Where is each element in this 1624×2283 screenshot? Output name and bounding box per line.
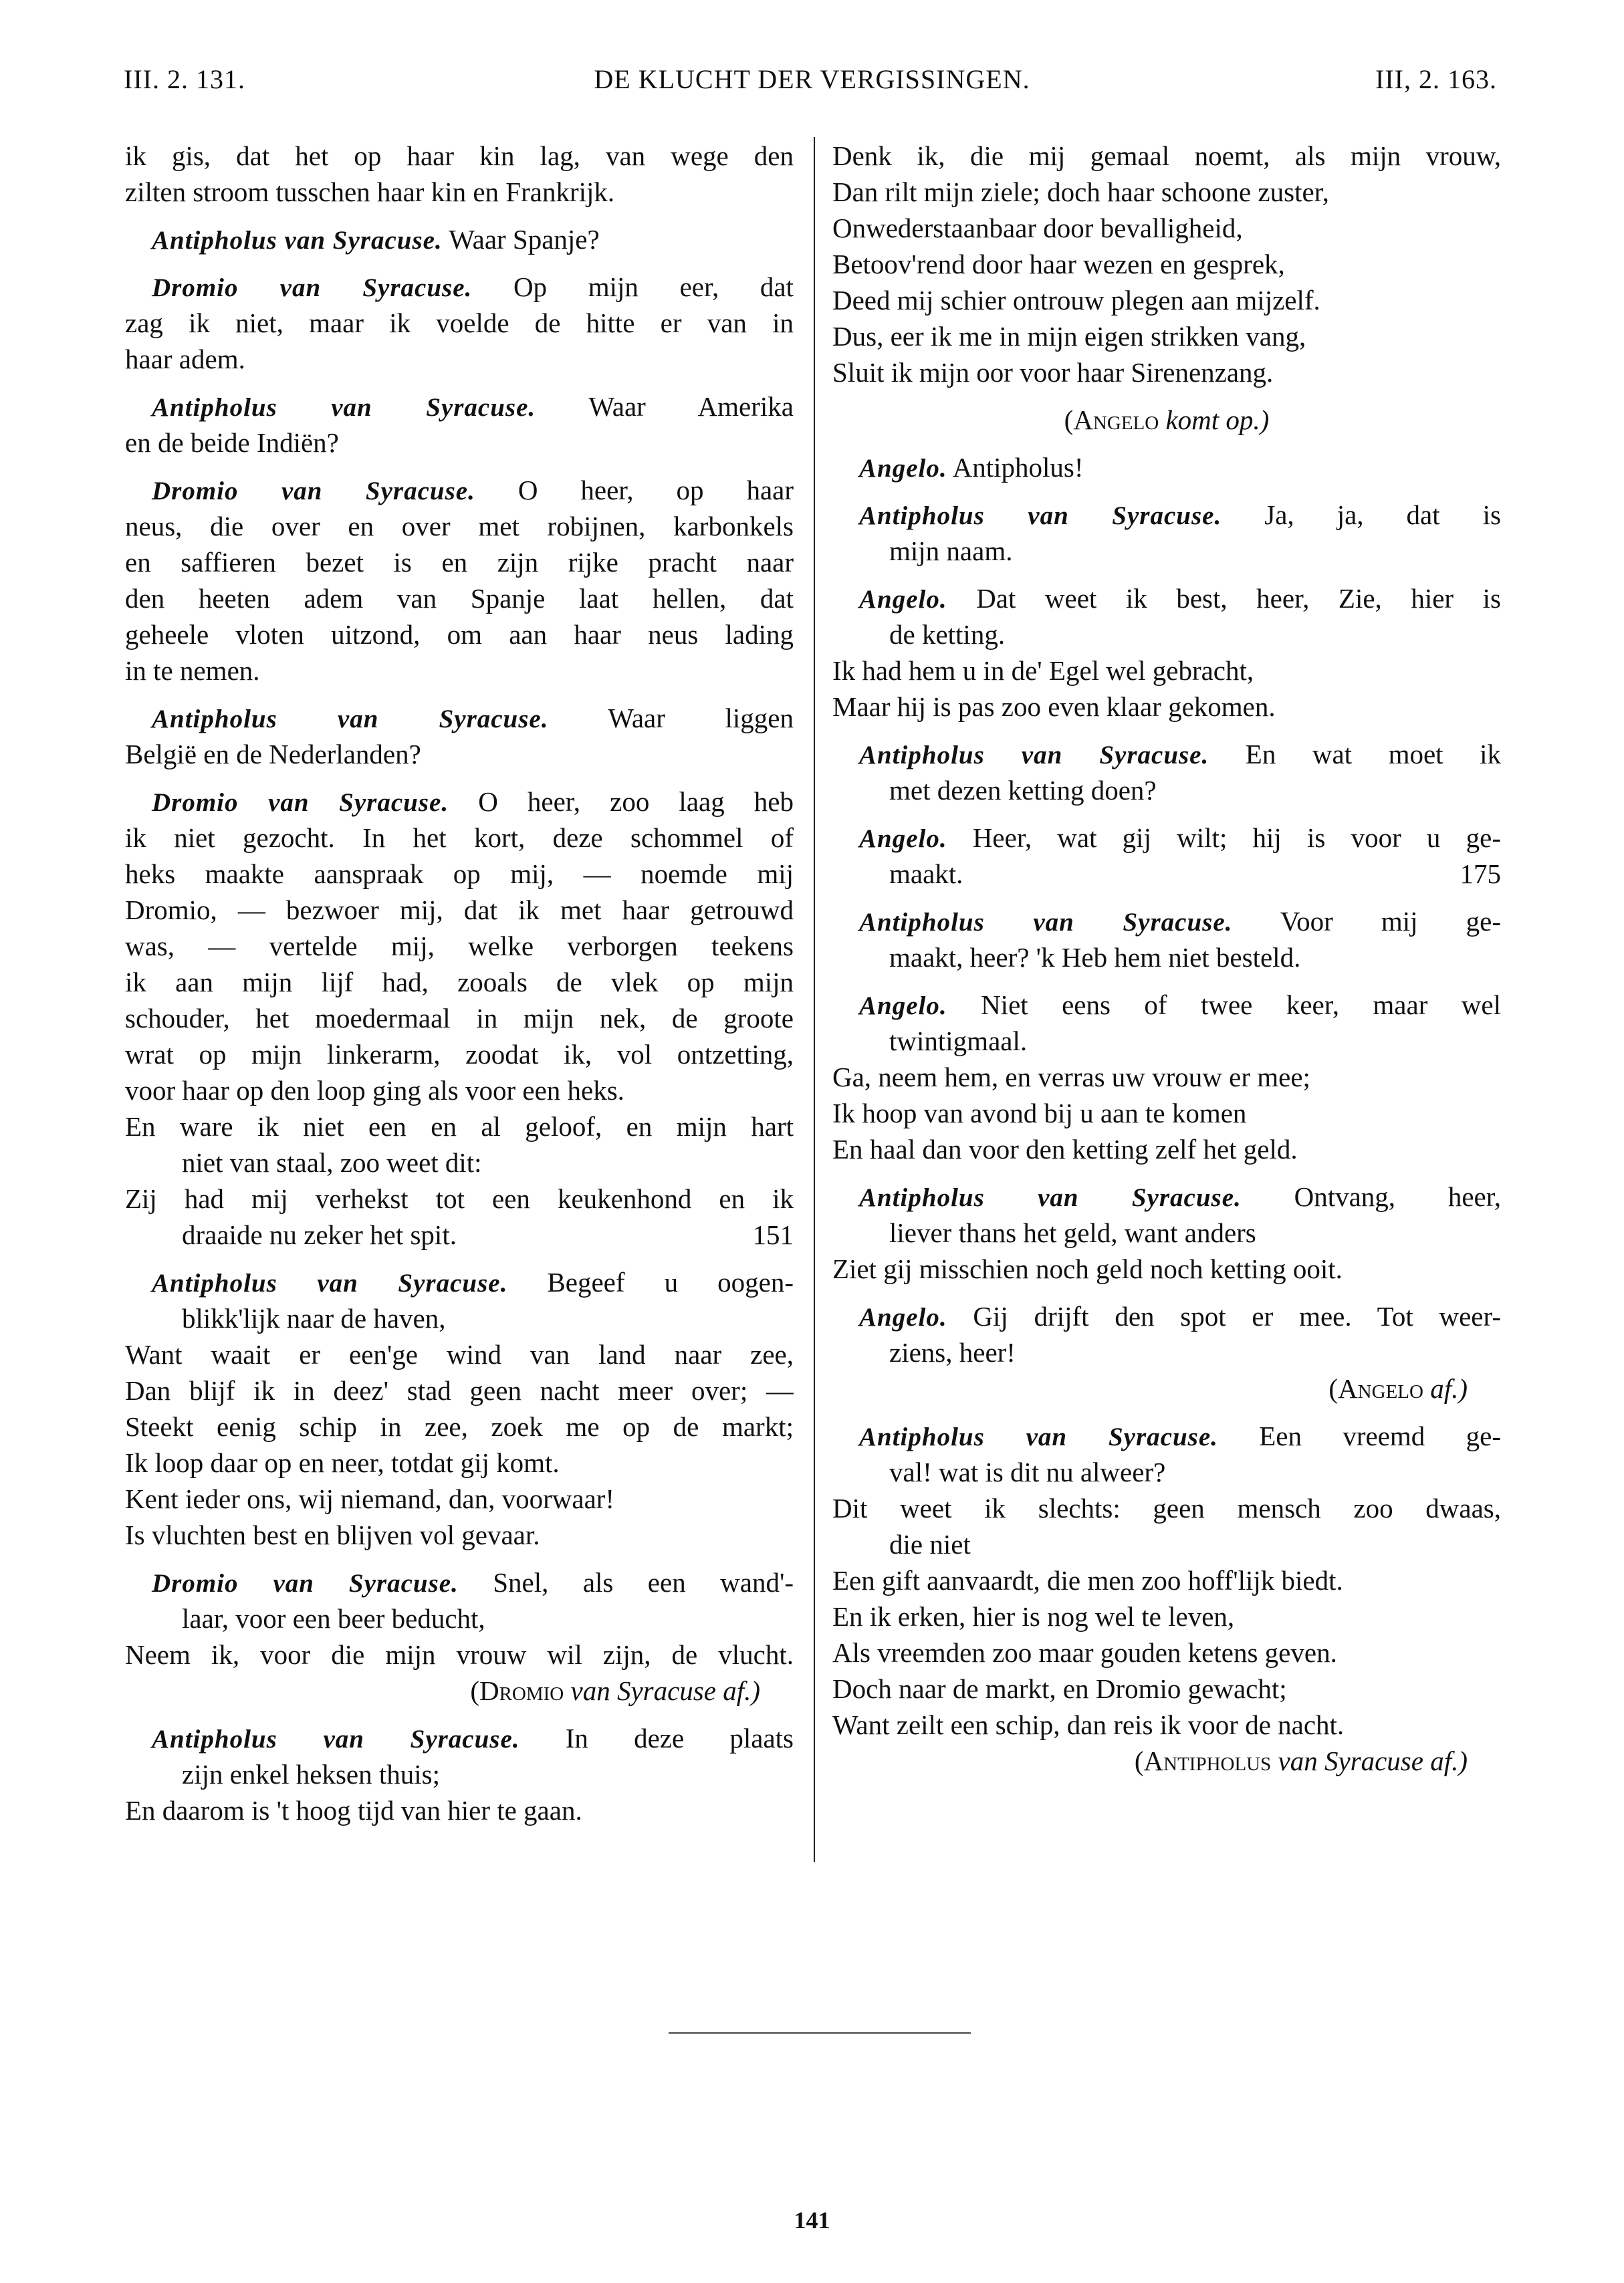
text-line: [832, 652, 1501, 689]
line-text: haar adem.: [125, 344, 245, 374]
line-text: zilten stroom tusschen haar kin en Frankrijk.: [125, 176, 615, 207]
line-text: En ik erken, hier is nog wel te leven,: [832, 1601, 1235, 1632]
line-text: Ja, ja, dat is: [1264, 499, 1501, 530]
text-line: [832, 138, 1501, 174]
speech: [125, 1720, 794, 1828]
speech: [832, 820, 1501, 892]
line-text: en de beide Indiën?: [125, 427, 339, 458]
text-line: [832, 449, 1501, 485]
line-text: schouder, het moedermaal in mijn nek, de groote: [125, 1003, 794, 1034]
speaker-name: Antipholus van Syracuse.: [859, 1423, 1218, 1451]
text-line: [832, 282, 1501, 318]
text-line: [832, 987, 1501, 1023]
line-text: laar, voor een beer beducht,: [182, 1603, 485, 1634]
speaker-name: Dromio van Syracuse.: [152, 477, 475, 505]
text-line: [125, 892, 794, 928]
line-text: Dan blijf ik in deez' stad geen nacht meer over; —: [125, 1375, 794, 1406]
text-line: [832, 580, 1501, 616]
text-line: [125, 1264, 794, 1300]
text-line: [832, 1023, 1501, 1059]
speech: [832, 449, 1501, 485]
text-line: [125, 1756, 794, 1792]
line-text: Ik loop daar op en neer, totdat gij komt.: [125, 1447, 560, 1478]
text-line: [832, 856, 1501, 892]
line-text: Antipholus!: [952, 452, 1084, 483]
text-line: [832, 1059, 1501, 1095]
line-text: Ga, neem hem, en verras uw vrouw er mee;: [832, 1062, 1310, 1092]
text-line: [832, 689, 1501, 725]
speaker-name: Antipholus van Syracuse.: [152, 1725, 520, 1754]
text-line: [125, 1336, 794, 1372]
speech: [125, 221, 794, 257]
end-rule: [669, 2032, 971, 2034]
line-text: Steekt eenig schip in zee, zoek me op de markt;: [125, 1411, 794, 1442]
text-line: [125, 1481, 794, 1517]
text-line: [832, 1179, 1501, 1215]
line-text: twintigmaal.: [889, 1026, 1028, 1056]
line-text: Dit weet ik slechts: geen mensch zoo dwaas,: [832, 1493, 1501, 1524]
line-text: mijn naam.: [889, 535, 1013, 566]
text-line: [832, 616, 1501, 652]
text-block: [832, 402, 1501, 438]
line-text: Gij drijft den spot er mee. Tot weer-: [973, 1301, 1501, 1332]
line-text: Onwederstaanbaar door bevalligheid,: [832, 213, 1243, 243]
text-line: [125, 856, 794, 892]
speaker-name: Angelo.: [859, 991, 947, 1020]
speech: [832, 903, 1501, 975]
line-text: Dus, eer ik me in mijn eigen strikken vang,: [832, 321, 1306, 352]
text-line: [125, 174, 794, 210]
line-text: zag ik niet, maar ik voelde de hitte er van in: [125, 308, 794, 338]
speech: [125, 388, 794, 461]
line-text: Een gift aanvaardt, die men zoo hoff'lijk biedt.: [832, 1565, 1343, 1596]
line-text: O heer, op haar: [517, 475, 794, 505]
text-line: [125, 269, 794, 305]
text-line: [832, 1707, 1501, 1743]
page-number: 141: [794, 2207, 830, 2234]
line-text: Betoov'rend door haar wezen en gesprek,: [832, 249, 1285, 279]
line-text: val! wat is dit nu alweer?: [889, 1457, 1166, 1487]
line-text: Als vreemden zoo maar gouden ketens geven.: [832, 1637, 1337, 1668]
line-text: Deed mij schier ontrouw plegen aan mijzelf.: [832, 285, 1320, 316]
speech: [832, 497, 1501, 569]
line-text: Voor mij ge-: [1280, 906, 1501, 937]
text-line: [832, 1562, 1501, 1598]
speech: [125, 269, 794, 377]
line-text: Snel, als een wand'-: [493, 1567, 794, 1598]
text-line: [125, 544, 794, 580]
line-text: Waar liggen: [608, 703, 794, 733]
stage-direction: (Dromio van Syracuse af.): [470, 1675, 760, 1706]
text-line: [125, 784, 794, 820]
text-line: [832, 174, 1501, 210]
line-number: 151: [752, 1219, 794, 1250]
column-divider: [814, 137, 815, 1862]
stage-direction-character: Angelo: [1338, 1373, 1423, 1404]
line-text: Waar Amerika: [588, 391, 794, 422]
text-line: [832, 1215, 1501, 1251]
speaker-name: Antipholus van Syracuse.: [859, 501, 1222, 530]
text-line: [832, 1598, 1501, 1635]
line-text: Ik had hem u in de' Egel wel gebracht,: [832, 655, 1254, 686]
line-text: Maar hij is pas zoo even klaar gekomen.: [832, 691, 1276, 722]
speaker-name: Antipholus van Syracuse.: [859, 741, 1209, 769]
right-column: [832, 138, 1501, 1779]
text-line: [125, 616, 794, 652]
text-line: [125, 700, 794, 736]
line-text: maakt.: [889, 858, 963, 889]
line-text: ik gis, dat het op haar kin lag, van wege den: [125, 140, 794, 171]
text-line: [125, 1036, 794, 1072]
speech: [125, 472, 794, 689]
speech: [832, 1418, 1501, 1779]
line-text: was, — vertelde mij, welke verborgen teekens: [125, 931, 794, 961]
line-text: Dan rilt mijn ziele; doch haar schoone zuster,: [832, 176, 1329, 207]
text-line: [832, 903, 1501, 939]
stage-direction-text: af.): [1430, 1373, 1468, 1404]
speaker-name: Antipholus van Syracuse.: [859, 1183, 1242, 1212]
text-line: [125, 1564, 794, 1600]
line-text: In deze plaats: [565, 1723, 794, 1754]
text-line: [125, 1300, 794, 1336]
speech: [832, 736, 1501, 808]
stage-direction-character: Antipholus: [1143, 1746, 1272, 1776]
line-text: zijn enkel heksen thuis;: [182, 1759, 440, 1790]
text-line: [125, 1072, 794, 1108]
line-text: Is vluchten best en blijven vol gevaar.: [125, 1520, 540, 1550]
speech: [832, 1298, 1501, 1407]
text-line: [832, 1095, 1501, 1131]
text-line: [832, 1454, 1501, 1490]
stage-direction: (Angelo af.): [1328, 1373, 1468, 1404]
line-text: voor haar op den loop ging als voor een heks.: [125, 1075, 624, 1106]
header-right-reference: III, 2. 163.: [1375, 64, 1497, 94]
line-text: met dezen ketting doen?: [889, 775, 1157, 806]
text-line: [125, 1217, 794, 1253]
text-line: [125, 928, 794, 964]
text-line: [832, 939, 1501, 975]
text-line: [832, 1298, 1501, 1334]
text-line: [125, 1720, 794, 1756]
text-line: [125, 1637, 794, 1673]
stage-direction-character: Dromio: [479, 1675, 564, 1706]
line-text: Neem ik, voor die mijn vrouw wil zijn, de vlucht.: [125, 1639, 794, 1670]
line-text: Heer, wat gij wilt; hij is voor u ge-: [972, 822, 1501, 853]
text-line: [125, 1792, 794, 1828]
text-line: [125, 820, 794, 856]
line-text: Op mijn eer, dat: [513, 271, 794, 302]
text-line: [125, 508, 794, 544]
speaker-name: Angelo.: [859, 585, 947, 614]
line-text: heks maakte aanspraak op mij, — noemde mij: [125, 858, 794, 889]
text-line: [125, 964, 794, 1000]
text-line: [832, 772, 1501, 808]
line-text: Denk ik, die mij gemaal noemt, als mijn vrouw,: [832, 140, 1501, 171]
line-text: maakt, heer? 'k Heb hem niet besteld.: [889, 942, 1301, 973]
line-text: Ontvang, heer,: [1294, 1181, 1501, 1212]
text-line: [832, 1131, 1501, 1167]
text-line: [832, 1635, 1501, 1671]
line-text: En ware ik niet een en al geloof, en mijn hart: [125, 1111, 794, 1142]
speaker-name: Antipholus van Syracuse.: [859, 908, 1233, 937]
speech: [832, 1179, 1501, 1287]
line-text: den heeten adem van Spanje laat hellen, dat: [125, 583, 794, 614]
line-text: Sluit ik mijn oor voor haar Sirenenzang.: [832, 357, 1274, 388]
header-left-reference: III. 2. 131.: [124, 64, 245, 94]
line-text: Ik hoop van avond bij u aan te komen: [832, 1098, 1247, 1128]
speech: [125, 784, 794, 1253]
text-block: [125, 138, 794, 210]
text-line: [125, 1145, 794, 1181]
stage-direction-text: van Syracuse af.): [1278, 1746, 1468, 1776]
speech: [125, 700, 794, 772]
text-line: [832, 736, 1501, 772]
stage-direction-character: Angelo: [1073, 404, 1159, 435]
line-text: ziens, heer!: [889, 1337, 1016, 1368]
text-line: [125, 1108, 794, 1145]
text-line: [832, 210, 1501, 246]
text-line: [125, 472, 794, 508]
text-line: [125, 1409, 794, 1445]
speaker-name: Dromio van Syracuse.: [152, 788, 449, 817]
text-line: [125, 652, 794, 689]
text-line: [832, 1490, 1501, 1526]
line-text: Dromio, — bezwoer mij, dat ik met haar getrouwd: [125, 894, 794, 925]
text-line: [125, 1000, 794, 1036]
line-text: Waar Spanje?: [449, 224, 600, 255]
line-text: En daarom is 't hoog tijd van hier te gaan.: [125, 1795, 582, 1826]
speech: [832, 987, 1501, 1167]
stage-direction-text: komt op.): [1165, 404, 1270, 435]
text-line: [832, 246, 1501, 282]
line-text: Kent ieder ons, wij niemand, dan, voorwaar!: [125, 1483, 615, 1514]
line-text: En wat moet ik: [1245, 739, 1501, 769]
text-line: [125, 736, 794, 772]
text-line: [125, 425, 794, 461]
text-block: [832, 138, 1501, 390]
line-text: die niet: [889, 1529, 971, 1560]
line-text: niet van staal, zoo weet dit:: [182, 1147, 482, 1178]
line-text: Doch naar de markt, en Dromio gewacht;: [832, 1673, 1287, 1704]
line-text: Begeef u oogen-: [547, 1267, 794, 1298]
text-line: [832, 820, 1501, 856]
speaker-name: Antipholus van Syracuse.: [152, 1269, 508, 1298]
line-number: 175: [1460, 858, 1501, 889]
line-text: En haal dan voor den ketting zelf het geld.: [832, 1134, 1298, 1165]
speech: [125, 1264, 794, 1553]
speaker-name: Angelo.: [859, 1303, 947, 1332]
speech: [832, 580, 1501, 725]
speaker-name: Antipholus van Syracuse.: [152, 393, 536, 422]
line-text: geheele vloten uitzond, om aan haar neus lading: [125, 619, 794, 650]
line-text: neus, die over en over met robijnen, karbonkels: [125, 511, 794, 542]
speech: [125, 1564, 794, 1709]
line-text: Een vreemd ge-: [1259, 1421, 1501, 1451]
line-text: Zij had mij verhekst tot een keukenhond en ik: [125, 1183, 794, 1214]
running-title: DE KLUCHT DER VERGISSINGEN.: [594, 64, 1030, 94]
text-line: [832, 1334, 1501, 1370]
line-text: Want zeilt een schip, dan reis ik voor de nacht.: [832, 1709, 1345, 1740]
speaker-name: Dromio van Syracuse.: [152, 1569, 459, 1598]
text-line: [125, 388, 794, 425]
text-line: [832, 497, 1501, 533]
line-text: wrat op mijn linkerarm, zoodat ik, vol ontzetting,: [125, 1039, 794, 1070]
text-line: [125, 341, 794, 377]
line-text: in te nemen.: [125, 655, 260, 686]
line-text: Ziet gij misschien noch geld noch ketting ooit.: [832, 1253, 1343, 1284]
speaker-name: Antipholus van Syracuse.: [152, 226, 443, 255]
line-text: België en de Nederlanden?: [125, 739, 421, 769]
text-line: [832, 318, 1501, 354]
line-text: ik aan mijn lijf had, zooals de vlek op mijn: [125, 967, 794, 997]
speaker-name: Antipholus van Syracuse.: [152, 705, 549, 733]
line-text: Niet eens of twee keer, maar wel: [981, 989, 1501, 1020]
text-line: [125, 305, 794, 341]
text-line: [832, 1671, 1501, 1707]
line-text: Dat weet ik best, heer, Zie, hier is: [976, 583, 1501, 614]
text-line: [125, 1517, 794, 1553]
text-line: [832, 1251, 1501, 1287]
text-line: [832, 1526, 1501, 1562]
text-line: [125, 1181, 794, 1217]
text-line: [125, 138, 794, 174]
text-line: [125, 1372, 794, 1409]
text-line: [832, 354, 1501, 390]
stage-direction: (Angelo komt op.): [1064, 404, 1270, 435]
text-line: [125, 221, 794, 257]
line-text: liever thans het geld, want anders: [889, 1217, 1256, 1248]
text-line: [125, 1600, 794, 1637]
line-text: en saffieren bezet is en zijn rijke pracht naar: [125, 547, 794, 578]
text-line: [125, 580, 794, 616]
line-text: blikk'lijk naar de haven,: [182, 1303, 446, 1334]
text-line: [125, 1445, 794, 1481]
line-text: Want waait er een'ge wind van land naar zee,: [125, 1339, 794, 1370]
text-line: [832, 533, 1501, 569]
speaker-name: Dromio van Syracuse.: [152, 273, 473, 302]
line-text: de ketting.: [889, 619, 1006, 650]
stage-direction-text: van Syracuse af.): [570, 1675, 760, 1706]
line-text: draaide nu zeker het spit.: [182, 1219, 457, 1250]
line-text: ik niet gezocht. In het kort, deze schommel of: [125, 822, 794, 853]
left-column: [125, 138, 794, 1828]
speaker-name: Angelo.: [859, 454, 947, 483]
speaker-name: Angelo.: [859, 824, 947, 853]
text-line: [832, 1418, 1501, 1454]
line-text: O heer, zoo laag heb: [478, 786, 794, 817]
stage-direction: (Antipholus van Syracuse af.): [1134, 1746, 1468, 1776]
